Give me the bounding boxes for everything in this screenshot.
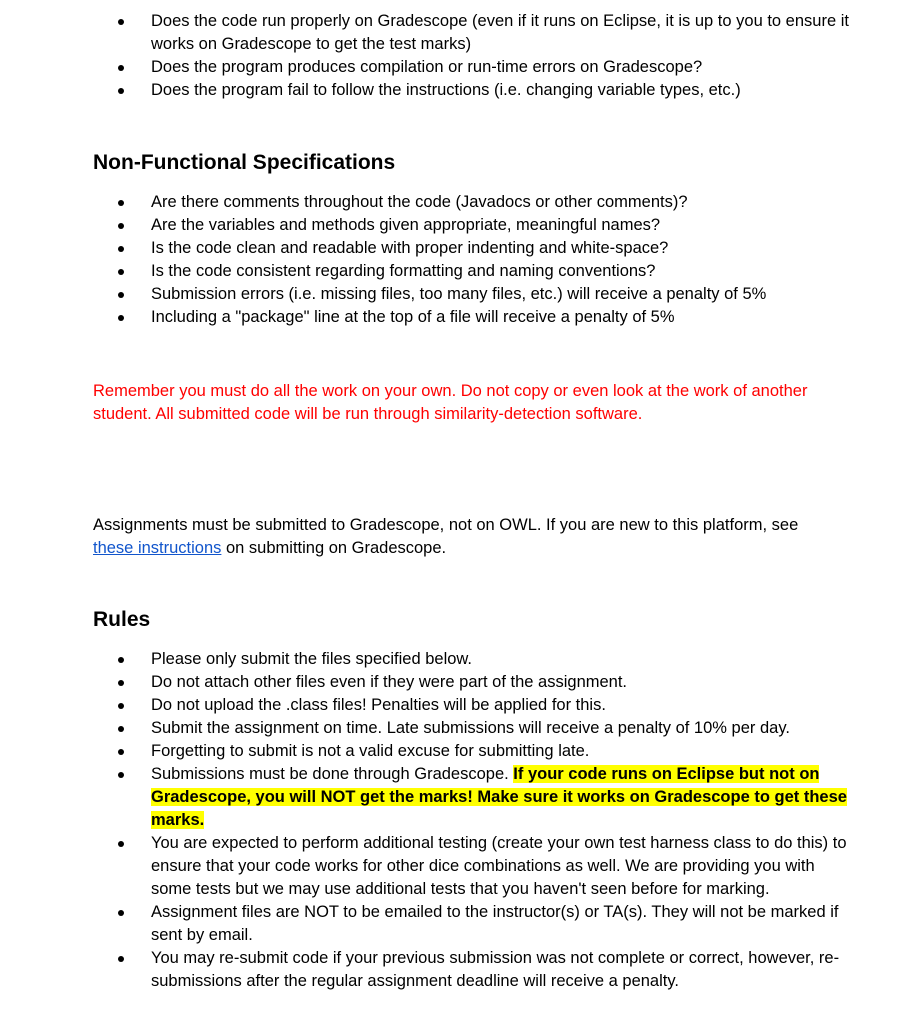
- academic-integrity-warning: Remember you must do all the work on your own. Do not copy or even look at the work of another student. All submitted code will be run through similarity-detection software.: [93, 382, 808, 423]
- bullet-icon: [118, 269, 124, 275]
- list-item: Assignment files are NOT to be emailed to the instructor(s) or TA(s). They will not be marked if sent by email.: [116, 901, 856, 947]
- bullet-icon: [118, 246, 124, 252]
- bullet-icon: [118, 910, 124, 916]
- bullet-icon: [118, 841, 124, 847]
- list-item: Is the code consistent regarding formatting and naming conventions?: [116, 260, 856, 283]
- list-item: Do not upload the .class files! Penalties will be applied for this.: [116, 694, 856, 717]
- bullet-icon: [118, 292, 124, 298]
- bullet-icon: [118, 657, 124, 663]
- list-item: Forgetting to submit is not a valid excuse for submitting late.: [116, 740, 856, 763]
- list-item: Does the code run properly on Gradescope (even if it runs on Eclipse, it is up to you to ensure it works on Gradescope to get the test marks): [116, 10, 856, 56]
- list-item: Do not attach other files even if they were part of the assignment.: [116, 671, 856, 694]
- bullet-icon: [118, 680, 124, 686]
- gradescope-instructions-link[interactable]: these instructions: [93, 539, 222, 557]
- list-item: You may re-submit code if your previous submission was not complete or correct, however, re-submissions after the regular assignment deadline will receive a penalty.: [116, 947, 856, 993]
- list-item: Does the program fail to follow the instructions (i.e. changing variable types, etc.): [116, 79, 856, 102]
- bullet-icon: [118, 726, 124, 732]
- nonfunctional-heading: Non-Functional Specifications: [93, 151, 396, 174]
- rules-heading: Rules: [93, 608, 151, 631]
- bullet-icon: [118, 200, 124, 206]
- list-item: Are the variables and methods given appropriate, meaningful names?: [116, 214, 856, 237]
- highlighted-warning: If your code runs on Eclipse but not on Gradescope, you will NOT get the marks! Make sure it works on Gradescope to get these marks.: [151, 765, 847, 829]
- bullet-icon: [118, 772, 124, 778]
- list-item: Please only submit the files specified below.: [116, 648, 856, 671]
- bullet-icon: [118, 703, 124, 709]
- bullet-icon: [118, 956, 124, 962]
- nonfunctional-list: [116, 191, 856, 329]
- bullet-icon: [118, 65, 124, 71]
- functional-checklist: [116, 10, 856, 102]
- bullet-icon: [118, 315, 124, 321]
- list-item: Submissions must be done through Gradescope. If your code runs on Eclipse but not on Gradescope, you will NOT get the marks! Make sure it works on Gradescope to get these marks.: [116, 763, 856, 832]
- list-item: Including a "package" line at the top of a file will receive a penalty of 5%: [116, 306, 856, 329]
- rules-list: [116, 648, 856, 993]
- list-item: Submit the assignment on time. Late submissions will receive a penalty of 10% per day.: [116, 717, 856, 740]
- bullet-icon: [118, 19, 124, 25]
- list-item: Is the code clean and readable with proper indenting and white-space?: [116, 237, 856, 260]
- list-item: Are there comments throughout the code (Javadocs or other comments)?: [116, 191, 856, 214]
- bullet-icon: [118, 223, 124, 229]
- list-item: Does the program produces compilation or run-time errors on Gradescope?: [116, 56, 856, 79]
- submission-instructions: Assignments must be submitted to Gradescope, not on OWL. If you are new to this platform, see these instructions on submitting on Gradescope.: [93, 516, 799, 557]
- bullet-icon: [118, 88, 124, 94]
- list-item: Submission errors (i.e. missing files, too many files, etc.) will receive a penalty of 5%: [116, 283, 856, 306]
- list-item: You are expected to perform additional testing (create your own test harness class to do this) to ensure that your code works for other dice combinations as well. We are providing you with some tests but we may use additional tests that you haven't seen before for marking.: [116, 832, 856, 901]
- bullet-icon: [118, 749, 124, 755]
